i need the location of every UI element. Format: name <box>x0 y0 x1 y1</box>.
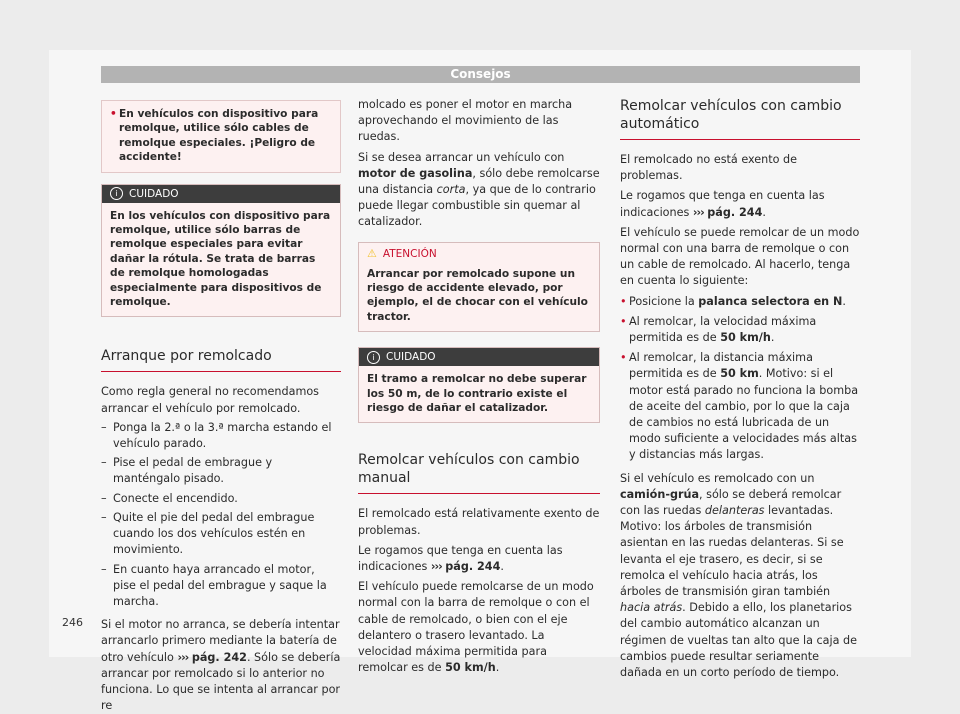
care-box <box>101 184 341 318</box>
page-number: 246 <box>62 616 83 629</box>
list-item: • Posicione la palanca selectora en N. <box>620 294 860 310</box>
paragraph: Le rogamos que tenga en cuenta las indicaciones ››› pág. 244. <box>620 189 825 219</box>
bullet-icon: • <box>620 314 627 328</box>
page-link[interactable]: pág. 244 <box>445 560 501 574</box>
care-box-text: En los vehículos con dispositivo para remolque, utilice sólo barras de remolque especiales para evitar dañar la rótula. Se trata de barras de remolque homologadas especialmente para dispositivos de remolque. <box>110 209 331 309</box>
info-icon: i <box>367 351 380 364</box>
paragraph: El vehículo se puede remolcar de un modo normal con una barra de remolque o con un cable de remolcado. Al hacerlo, tenga en cuenta lo siguiente: <box>620 225 860 288</box>
list-item: – Pise el pedal de embrague y manténgalo pisado. <box>101 455 341 487</box>
paragraph: El vehículo puede remolcarse de un modo normal con la barra de remolque o con el cable de remolcado, o bien con el eje delantero o trasero levantado. La velocidad máxima permitida para remolcar es de 50 km/h. <box>358 580 594 675</box>
care-box-text: El tramo a remolcar no debe superar los 50 m, de lo contrario existe el riesgo de dañar el catalizador. <box>367 373 587 415</box>
attention-box-text: Arrancar por remolcado supone un riesgo de accidente elevado, por ejemplo, el de chocar con el vehículo tractor. <box>367 267 588 323</box>
bullet-icon: • <box>620 351 627 365</box>
paragraph: Le rogamos que tenga en cuenta las indicaciones ››› pág. 244. <box>358 543 563 574</box>
paragraph: El remolcado está relativamente exento de problemas. <box>358 507 600 537</box>
list-item: – Ponga la 2.ª o la 3.ª marcha estando el vehículo parado. <box>101 420 341 452</box>
section-title: Remolcar vehículos con cambio automático <box>620 97 860 140</box>
column-2 <box>358 97 600 677</box>
page-link[interactable]: pág. 242 <box>191 650 247 664</box>
intro-paragraph: Como regla general no recomendamos arrancar el vehículo por remolcado. <box>101 385 320 415</box>
care-box-header: i CUIDADO <box>102 185 340 203</box>
paragraph: El remolcado no está exento de problemas. <box>620 153 798 183</box>
attention-box-header: ⚠ ATENCIÓN <box>359 243 599 265</box>
steps-list <box>101 420 341 610</box>
list-item: – En cuanto haya arrancado el motor, pise el pedal del embrague y saque la marcha. <box>101 562 341 611</box>
outro-paragraph: Si el motor no arranca, se debería intentar arrancarlo primero mediante la batería de otro vehículo ››› pág. 242. Sólo se debería arrancar por remolcado si lo anterior no funciona. Lo que se intenta al arrancar por re <box>101 618 341 713</box>
list-item: – Quite el pie del pedal del embrague cuando los dos vehículos estén en movimiento. <box>101 510 341 559</box>
page-header: Consejos <box>101 66 860 83</box>
column-3 <box>620 97 860 681</box>
care-box <box>358 347 600 423</box>
link-arrow-icon: ››› <box>430 560 442 574</box>
warning-box <box>101 100 341 173</box>
info-icon: i <box>110 187 123 200</box>
list-item: • Al remolcar, la velocidad máxima permitida es de 50 km/h. <box>620 314 817 345</box>
section-title: Arranque por remolcado <box>101 347 341 372</box>
care-box-header: i CUIDADO <box>359 348 599 366</box>
bullet-icon: • <box>110 108 117 120</box>
list-item: • Al remolcar, la distancia máxima permitida es de 50 km. Motivo: si el motor está parado no funciona la bomba de aceite del cambio, por lo que la caja de cambios no está lubricada de un modo suficiente a velocidades más altas y distancias más largas. <box>620 351 859 462</box>
link-arrow-icon: ››› <box>177 650 189 664</box>
bullet-icon: • <box>620 294 627 308</box>
warning-bullet: • En vehículos con dispositivo para remolque, utilice sólo cables de remolque especiales. ¡Peligro de accidente! <box>110 108 319 164</box>
attention-box <box>358 242 600 333</box>
paragraph: Si se desea arrancar un vehículo con motor de gasolina, sólo debe remolcarse una distancia corta, ya que de lo contrario puede llegar combustible sin quemar al catalizador. <box>358 150 600 229</box>
link-arrow-icon: ››› <box>692 205 704 219</box>
column-1 <box>101 100 341 714</box>
section-title: Remolcar vehículos con cambio manual <box>358 451 600 494</box>
list-item: – Conecte el encendido. <box>101 491 341 507</box>
paragraph: Si el vehículo es remolcado con un camión-grúa, sólo se deberá remolcar con las ruedas delanteras levantadas. Motivo: los árboles de transmisión asientan en las ruedas delanteras. Si se levanta el eje trasero, es decir, si se remolca el vehículo hacia atrás, los árboles de transmisión giran también hacia atrás. Debido a ello, los planetarios del cambio automático alcanzan un régimen de vueltas tan alto que la caja de cambios puede resultar seriamente dañada en un corto período de tiempo. <box>620 471 858 680</box>
warning-triangle-icon: ⚠ <box>367 246 377 260</box>
page-link[interactable]: pág. 244 <box>707 205 763 219</box>
paragraph: molcado es poner el motor en marcha aprovechando el movimiento de las ruedas. <box>358 98 573 144</box>
